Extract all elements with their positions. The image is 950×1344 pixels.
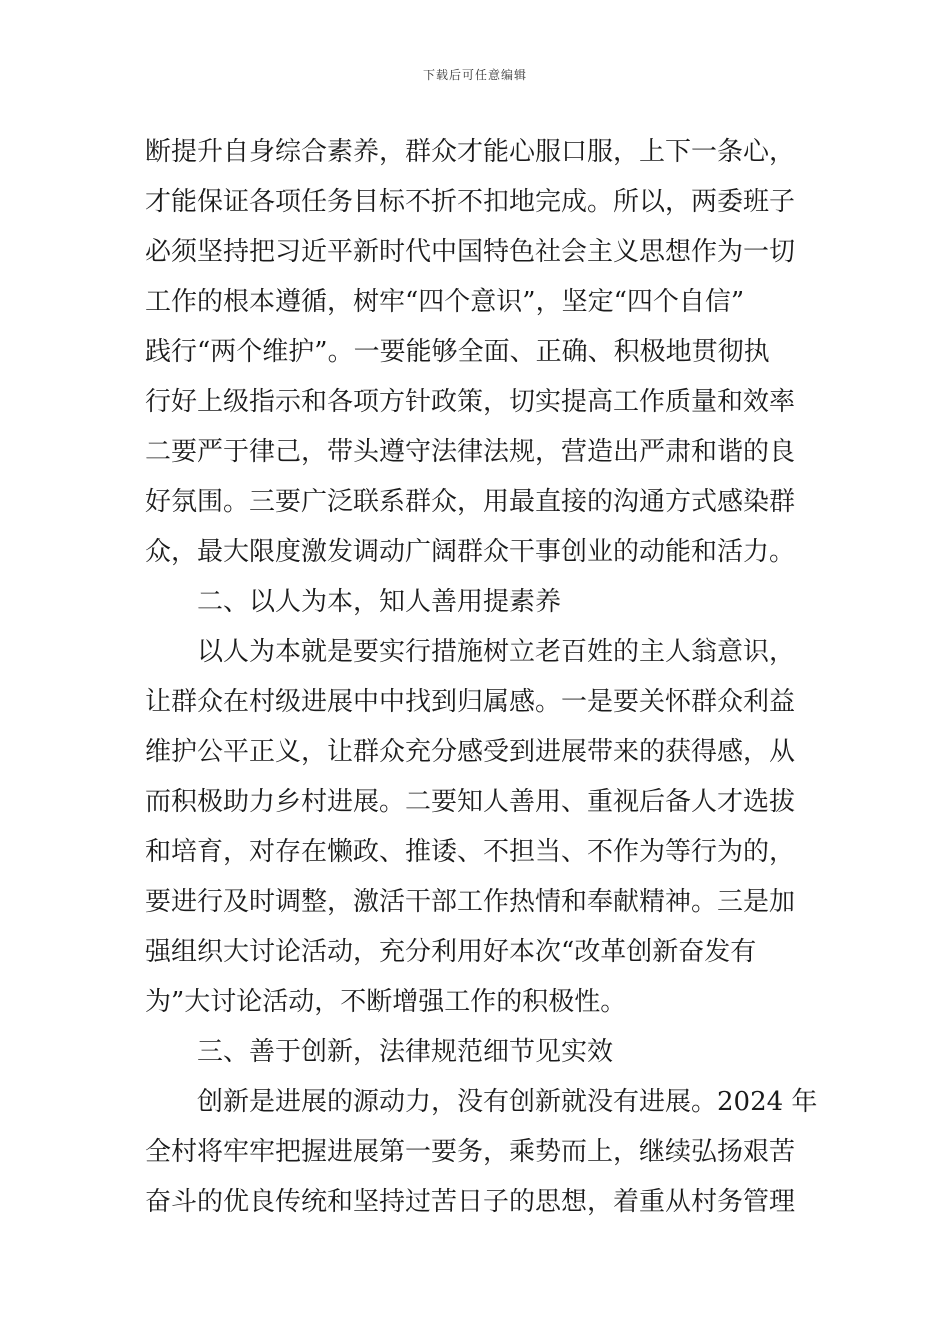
paragraph-line: 全村将牢牢把握进展第一要务，乘势而上，继续弘扬艰苦 [145, 1137, 796, 1167]
paragraph-line: 强组织大讨论活动，充分利用好本次“改革创新奋发有 [145, 937, 757, 967]
section-heading-line: 二、以人为本，知人善用提素养 [197, 587, 562, 617]
paragraph-line: 奋斗的优良传统和坚持过苦日子的思想，着重从村务管理 [145, 1187, 796, 1217]
paragraph-line: 维护公平正义，让群众充分感受到进展带来的获得感，从 [145, 737, 796, 767]
paragraph-line: 工作的根本遵循，树牢“四个意识”，坚定“四个自信” [145, 287, 745, 317]
section-heading-line: 三、善于创新，法律规范细节见实效 [197, 1037, 614, 1067]
paragraph-line: 必须坚持把习近平新时代中国特色社会主义思想作为一切 [145, 237, 796, 267]
paragraph-line: 以人为本就是要实行措施树立老百姓的主人翁意识， [197, 637, 796, 667]
paragraph-line: 好氛围。三要广泛联系群众，用最直接的沟通方式感染群 [145, 487, 796, 517]
paragraph-line: 而积极助力乡村进展。二要知人善用、重视后备人才选拔 [145, 787, 796, 817]
paragraph-line: 让群众在村级进展中中找到归属感。一是要关怀群众利益 [145, 687, 796, 717]
paragraph-line: 和培育，对存在懒政、推诿、不担当、不作为等行为的， [145, 837, 796, 867]
paragraph-line: 践行“两个维护”。一要能够全面、正确、积极地贯彻执 [145, 337, 770, 367]
paragraph-line: 众，最大限度激发调动广阔群众干事创业的动能和活力。 [145, 537, 796, 567]
paragraph-line: 为”大讨论活动，不断增强工作的积极性。 [145, 987, 627, 1017]
paragraph-line: 才能保证各项任务目标不折不扣地完成。所以，两委班子 [145, 187, 796, 217]
document-body [145, 127, 818, 1227]
paragraph-line: 要进行及时调整，激活干部工作热情和奉献精神。三是加 [145, 887, 796, 917]
paragraph-line: 断提升自身综合素养，群众才能心服口服，上下一条心， [145, 137, 796, 167]
paragraph-line: 创新是进展的源动力，没有创新就没有进展。2024 年 [197, 1087, 818, 1117]
page-header: 下载后可任意编辑 [422, 68, 527, 82]
paragraph-line: 二要严于律己，带头遵守法律法规，营造出严肃和谐的良 [145, 437, 796, 467]
paragraph-line: 行好上级指示和各项方针政策，切实提高工作质量和效率 [145, 387, 796, 417]
